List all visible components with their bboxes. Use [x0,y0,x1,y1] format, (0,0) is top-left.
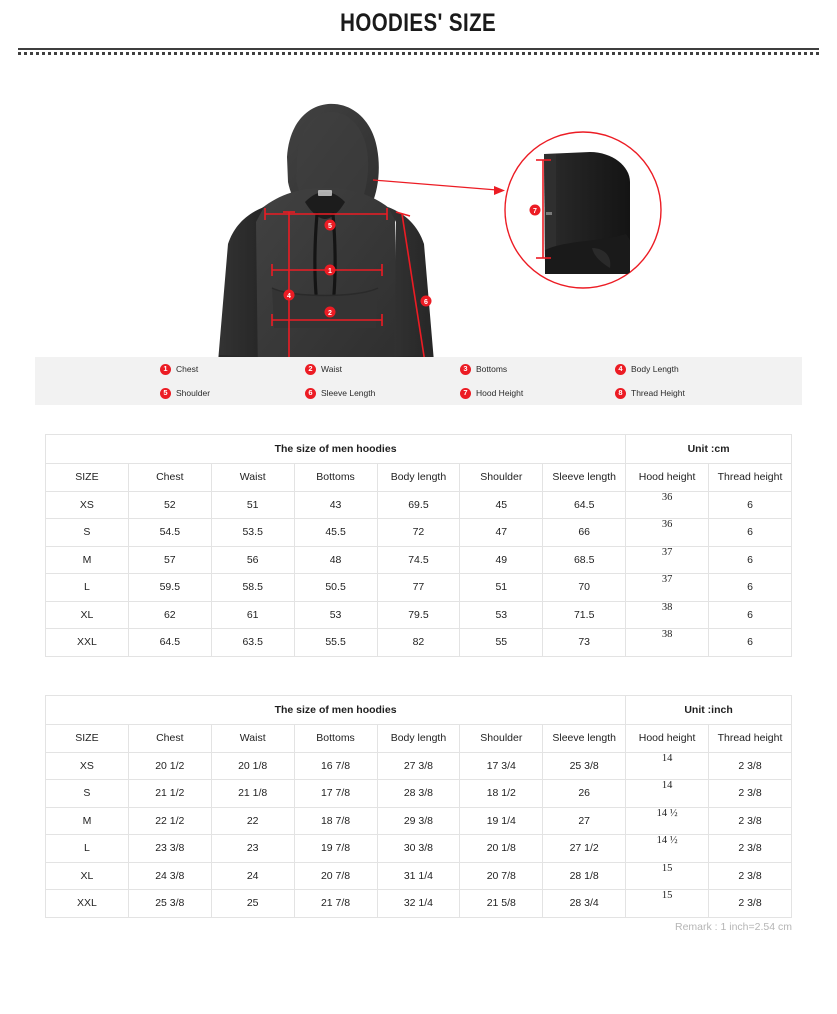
cell-size: L [46,574,129,602]
size-table-inch [45,695,792,918]
cell-cm-waist: 58.5 [211,574,294,602]
table-row [46,752,792,780]
cell-inch-hood-height: 14 ½ [626,835,709,863]
cell-inch-sleeve-length: 27 1/2 [543,835,626,863]
cell-inch-shoulder: 17 3/4 [460,752,543,780]
cell-cm-hood-height: 36 [626,491,709,519]
legend-label-body-length: Body Length [631,364,679,374]
cell-inch-sleeve-length: 28 3/4 [543,890,626,918]
legend-item-body-length [615,364,765,375]
cell-inch-shoulder: 20 1/8 [460,835,543,863]
column-header-sleeve-length: Sleeve length [543,464,626,492]
table-row [46,491,792,519]
cell-size: XL [46,601,129,629]
cell-size: L [46,835,129,863]
column-header-bottoms: Bottoms [294,464,377,492]
size-table-cm-body [46,435,792,657]
badge-1-icon: 1 [160,364,171,375]
cell-inch-waist: 24 [211,862,294,890]
cell-cm-shoulder: 51 [460,574,543,602]
cell-inch-shoulder: 20 7/8 [460,862,543,890]
table-row [46,835,792,863]
cell-cm-chest: 57 [128,546,211,574]
table-title: The size of men hoodies [46,696,626,725]
legend-label-shoulder: Shoulder [176,388,211,398]
hoodie-measurement-illustration [0,62,837,357]
cell-cm-hood-height: 38 [626,629,709,657]
column-header-sleeve-length: Sleeve length [543,725,626,753]
cell-cm-bottoms: 48 [294,546,377,574]
cell-inch-body-length: 30 3/8 [377,835,460,863]
cell-inch-sleeve-length: 28 1/8 [543,862,626,890]
cell-inch-sleeve-length: 26 [543,780,626,808]
cell-inch-chest: 23 3/8 [128,835,211,863]
column-header-shoulder: Shoulder [460,725,543,753]
table-row [46,780,792,808]
cell-cm-bottoms: 43 [294,491,377,519]
cell-cm-shoulder: 53 [460,601,543,629]
cell-inch-hood-height: 14 ½ [626,807,709,835]
cell-inch-sleeve-length: 27 [543,807,626,835]
legend-item-sleeve-length [305,388,460,399]
cell-inch-bottoms: 21 7/8 [294,890,377,918]
column-header-waist: Waist [211,464,294,492]
cell-inch-bottoms: 19 7/8 [294,835,377,863]
cell-inch-waist: 22 [211,807,294,835]
cell-cm-body-length: 77 [377,574,460,602]
cell-cm-chest: 59.5 [128,574,211,602]
legend-item-hood-height [460,388,615,399]
cell-cm-sleeve-length: 73 [543,629,626,657]
cell-size: XS [46,752,129,780]
table-row [46,519,792,547]
cell-cm-bottoms: 53 [294,601,377,629]
badge-5-icon: 5 [160,388,171,399]
svg-text:1: 1 [328,267,332,275]
cell-inch-body-length: 28 3/8 [377,780,460,808]
table-row [46,807,792,835]
cell-inch-shoulder: 18 1/2 [460,780,543,808]
cell-cm-thread-height: 6 [709,491,792,519]
cell-inch-waist: 25 [211,890,294,918]
legend-label-thread-height: Thread Height [631,388,685,398]
badge-6-icon: 6 [305,388,316,399]
legend-item-thread-height [615,388,765,399]
cell-cm-chest: 62 [128,601,211,629]
svg-text:5: 5 [328,222,332,230]
legend-label-hood-height: Hood Height [476,388,524,398]
cell-cm-bottoms: 45.5 [294,519,377,547]
table-row [46,629,792,657]
cell-inch-waist: 21 1/8 [211,780,294,808]
cell-inch-bottoms: 17 7/8 [294,780,377,808]
table-title-row [46,435,792,464]
size-table-cm [45,434,792,657]
cell-inch-chest: 20 1/2 [128,752,211,780]
cell-size: M [46,546,129,574]
cell-inch-chest: 24 3/8 [128,862,211,890]
cell-inch-thread-height: 2 3/8 [709,890,792,918]
cell-cm-body-length: 72 [377,519,460,547]
cell-cm-bottoms: 50.5 [294,574,377,602]
cell-cm-waist: 63.5 [211,629,294,657]
legend-label-waist: Waist [321,364,342,374]
cell-inch-hood-height: 15 [626,862,709,890]
column-header-waist: Waist [211,725,294,753]
cell-cm-bottoms: 55.5 [294,629,377,657]
cell-inch-sleeve-length: 25 3/8 [543,752,626,780]
cell-inch-body-length: 31 1/4 [377,862,460,890]
cell-cm-sleeve-length: 70 [543,574,626,602]
cell-inch-waist: 20 1/8 [211,752,294,780]
cell-inch-body-length: 29 3/8 [377,807,460,835]
cell-cm-body-length: 74.5 [377,546,460,574]
cell-cm-body-length: 79.5 [377,601,460,629]
column-header-body-length: Body length [377,464,460,492]
cell-inch-chest: 22 1/2 [128,807,211,835]
badge-2-icon: 2 [305,364,316,375]
cell-size: XXL [46,890,129,918]
cell-inch-chest: 21 1/2 [128,780,211,808]
column-header-bottoms: Bottoms [294,725,377,753]
column-header-chest: Chest [128,464,211,492]
badge-4-icon: 4 [615,364,626,375]
column-header-hood-height: Hood height [626,725,709,753]
table-header-row [46,464,792,492]
table-row [46,574,792,602]
size-table-inch-body [46,696,792,918]
svg-text:4: 4 [287,292,291,300]
cell-size: XL [46,862,129,890]
column-header-hood-height: Hood height [626,464,709,492]
cell-inch-bottoms: 20 7/8 [294,862,377,890]
cell-cm-sleeve-length: 71.5 [543,601,626,629]
cell-size: XXL [46,629,129,657]
cell-inch-thread-height: 2 3/8 [709,835,792,863]
cell-inch-bottoms: 18 7/8 [294,807,377,835]
table-unit-label: Unit :inch [626,696,792,725]
cell-cm-hood-height: 36 [626,519,709,547]
legend-label-chest: Chest [176,364,199,374]
svg-text:7: 7 [533,207,537,215]
cell-size: S [46,780,129,808]
cell-cm-body-length: 69.5 [377,491,460,519]
cell-cm-shoulder: 47 [460,519,543,547]
legend-label-sleeve-length: Sleeve Length [321,388,376,398]
cell-cm-waist: 61 [211,601,294,629]
cell-cm-hood-height: 38 [626,601,709,629]
cell-cm-waist: 56 [211,546,294,574]
table-header-row [46,725,792,753]
table-row [46,546,792,574]
cell-cm-sleeve-length: 66 [543,519,626,547]
cell-inch-shoulder: 19 1/4 [460,807,543,835]
cell-cm-thread-height: 6 [709,601,792,629]
badge-7-icon: 7 [460,388,471,399]
legend-item-waist [305,364,460,375]
table-row [46,601,792,629]
cell-cm-chest: 54.5 [128,519,211,547]
cell-cm-thread-height: 6 [709,519,792,547]
cell-cm-waist: 53.5 [211,519,294,547]
cell-cm-shoulder: 45 [460,491,543,519]
column-header-chest: Chest [128,725,211,753]
table-unit-label: Unit :cm [626,435,792,464]
cell-inch-thread-height: 2 3/8 [709,752,792,780]
cell-inch-shoulder: 21 5/8 [460,890,543,918]
legend-label-bottoms: Bottoms [476,364,508,374]
cell-cm-chest: 64.5 [128,629,211,657]
page-title: HOODIES' SIZE [340,9,497,37]
page-header [0,0,837,38]
cell-cm-shoulder: 49 [460,546,543,574]
column-header-size: SIZE [46,725,129,753]
legend-item-chest [160,364,305,375]
cell-cm-sleeve-length: 64.5 [543,491,626,519]
cell-inch-hood-height: 14 [626,752,709,780]
measurement-legend [35,357,802,405]
title-divider-dotted [18,52,819,56]
cell-inch-thread-height: 2 3/8 [709,862,792,890]
cell-inch-hood-height: 14 [626,780,709,808]
column-header-body-length: Body length [377,725,460,753]
table-title-row [46,696,792,725]
cell-inch-thread-height: 2 3/8 [709,807,792,835]
cell-cm-thread-height: 6 [709,574,792,602]
svg-text:6: 6 [424,298,428,306]
cell-cm-thread-height: 6 [709,546,792,574]
cell-cm-hood-height: 37 [626,546,709,574]
cell-cm-chest: 52 [128,491,211,519]
column-header-thread-height: Thread height [709,725,792,753]
column-header-thread-height: Thread height [709,464,792,492]
table-row [46,890,792,918]
cell-size: S [46,519,129,547]
badge-3-icon: 3 [460,364,471,375]
cell-inch-hood-height: 15 [626,890,709,918]
column-header-size: SIZE [46,464,129,492]
svg-text:2: 2 [328,309,332,317]
remark-text: Remark : 1 inch=2.54 cm [674,921,792,933]
legend-item-shoulder [160,388,305,399]
badge-8-icon: 8 [615,388,626,399]
column-header-shoulder: Shoulder [460,464,543,492]
cell-cm-sleeve-length: 68.5 [543,546,626,574]
cell-size: XS [46,491,129,519]
title-divider-solid [18,48,819,50]
cell-inch-thread-height: 2 3/8 [709,780,792,808]
table-row [46,862,792,890]
cell-inch-bottoms: 16 7/8 [294,752,377,780]
cell-cm-waist: 51 [211,491,294,519]
cell-inch-chest: 25 3/8 [128,890,211,918]
cell-cm-shoulder: 55 [460,629,543,657]
cell-inch-body-length: 32 1/4 [377,890,460,918]
cell-size: M [46,807,129,835]
cell-cm-body-length: 82 [377,629,460,657]
hoodie-body-graphic [218,104,434,357]
cell-inch-waist: 23 [211,835,294,863]
cell-cm-hood-height: 37 [626,574,709,602]
legend-item-bottoms [460,364,615,375]
cell-inch-body-length: 27 3/8 [377,752,460,780]
cell-cm-thread-height: 6 [709,629,792,657]
table-title: The size of men hoodies [46,435,626,464]
